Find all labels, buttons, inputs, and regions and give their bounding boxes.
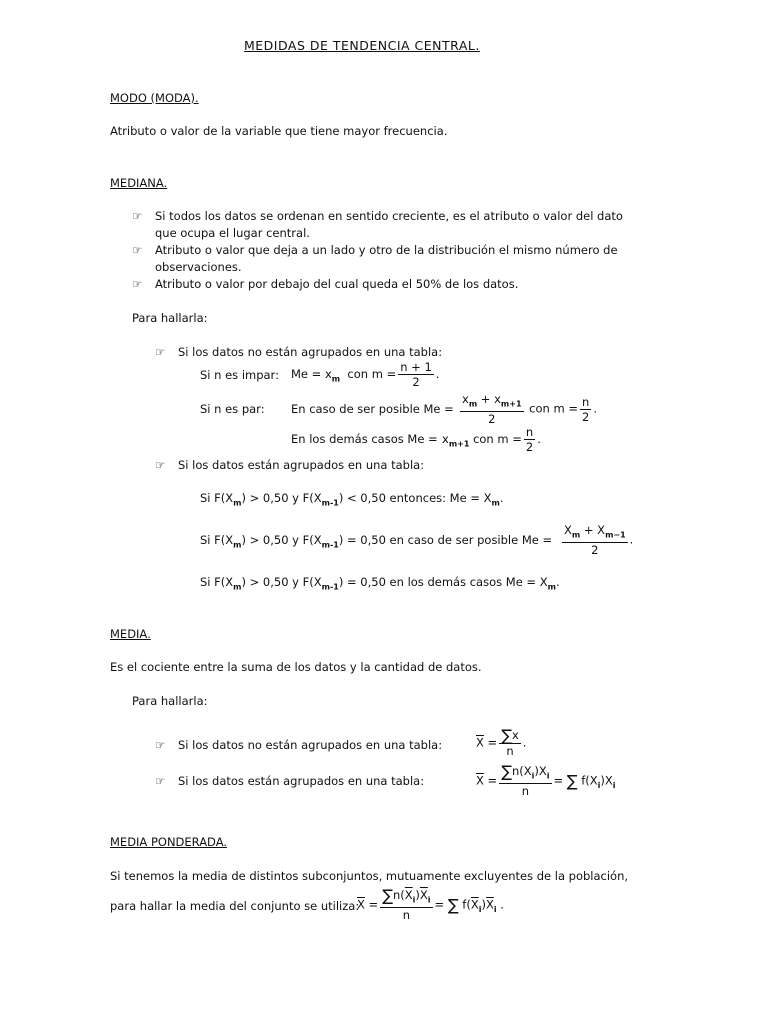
impar-formula: $Me = x_m$ con m = $\frac{n + 1}{2}$ . (291, 360, 440, 389)
par-text: En caso de ser posible Me = (291, 402, 454, 416)
modo-heading: MODO (MODA). (110, 91, 199, 105)
mediana-heading: MEDIANA. (110, 176, 168, 190)
bullet-hand-icon: ☞ (132, 209, 143, 223)
media-no-agrupados: Si los datos no están agrupados en una tabla: (178, 738, 443, 752)
mediana-bullet-1-line-1: Si todos los datos se ordenan en sentido creciente, es el atributo o valor del dato (155, 209, 623, 223)
mediana-bullet-3: Atributo o valor por debajo del cual queda el 50% de los datos. (155, 277, 519, 291)
ponderada-line-2: para hallar la media del conjunto se utiliza: (110, 899, 360, 913)
demas-text: En los demás casos Me = (291, 432, 438, 446)
ponderada-formula: $\overline{X}$ = $\frac{\sum n(\overline{X}_i)\overline{X}_i}{n}$ = ∑ $f(\overline{X}_i)\overline{X}_i$ . (357, 886, 504, 923)
media-formula-1: $\overline{X}$ = $\frac{\sum x}{n}$ . (476, 726, 527, 758)
mediana-no-agrupados: Si los datos no están agrupados en una tabla: (178, 345, 443, 359)
bullet-hand-icon: ☞ (132, 243, 143, 257)
impar-label: Si n es impar: (200, 368, 279, 382)
media-para-hallarla: Para hallarla: (132, 694, 208, 708)
mediana-agrupados: Si los datos están agrupados en una tabla: (178, 458, 425, 472)
media-heading: MEDIA. (110, 627, 151, 641)
bullet-hand-icon: ☞ (132, 277, 143, 291)
bullet-hand-icon: ☞ (155, 774, 166, 788)
mediana-para-hallarla: Para hallarla: (132, 311, 208, 325)
mediana-bullet-2-line-2: observaciones. (155, 260, 242, 274)
ponderada-heading: MEDIA PONDERADA. (110, 835, 228, 849)
demas-formula: $x_{m+1}$ con m = $\frac{n}{2}$ . (442, 425, 541, 454)
ponderada-line-1: Si tenemos la media de distintos subconjuntos, mutuamente excluyentes de la población, (110, 869, 629, 883)
bullet-hand-icon: ☞ (155, 738, 166, 752)
bullet-hand-icon: ☞ (155, 458, 166, 472)
mediana-bullet-1-line-2: que ocupa el lugar central. (155, 226, 310, 240)
par-formula: $\frac{x_m + x_{m+1}}{2}$ con m = $\frac{n}{2}$ . (462, 392, 597, 427)
media-agrupados: Si los datos están agrupados en una tabla: (178, 774, 425, 788)
par-label: Si n es par: (200, 402, 265, 416)
agrupados-formula-2b: $\frac{X_m + X_{m-1}}{2}$ . (564, 523, 634, 558)
page-title: MEDIDAS DE TENDENCIA CENTRAL. (244, 38, 480, 53)
bullet-hand-icon: ☞ (155, 345, 166, 359)
modo-text: Atributo o valor de la variable que tiene mayor frecuencia. (110, 124, 448, 138)
media-formula-2: $\overline{X}$ = $\frac{\sum n(X_i)X_i}{n}$ = ∑ $f(X_i)X_i$ (476, 762, 616, 799)
agrupados-formula-1: Si $F(X_m) > 0,50$ y $F(X_{m-1}) < 0,50$ entonces: $Me = X_m$. (200, 491, 504, 508)
agrupados-formula-3: Si $F(X_m) > 0,50$ y $F(X_{m-1}) = 0,50$ en los demás casos $Me = X_m$. (200, 575, 560, 592)
mediana-bullet-2-line-1: Atributo o valor que deja a un lado y otro de la distribución el mismo número de (155, 243, 618, 257)
agrupados-formula-2a: Si $F(X_m) > 0,50$ y $F(X_{m-1}) = 0,50$ en caso de ser posible Me = (200, 533, 553, 550)
media-text: Es el cociente entre la suma de los datos y la cantidad de datos. (110, 660, 482, 674)
